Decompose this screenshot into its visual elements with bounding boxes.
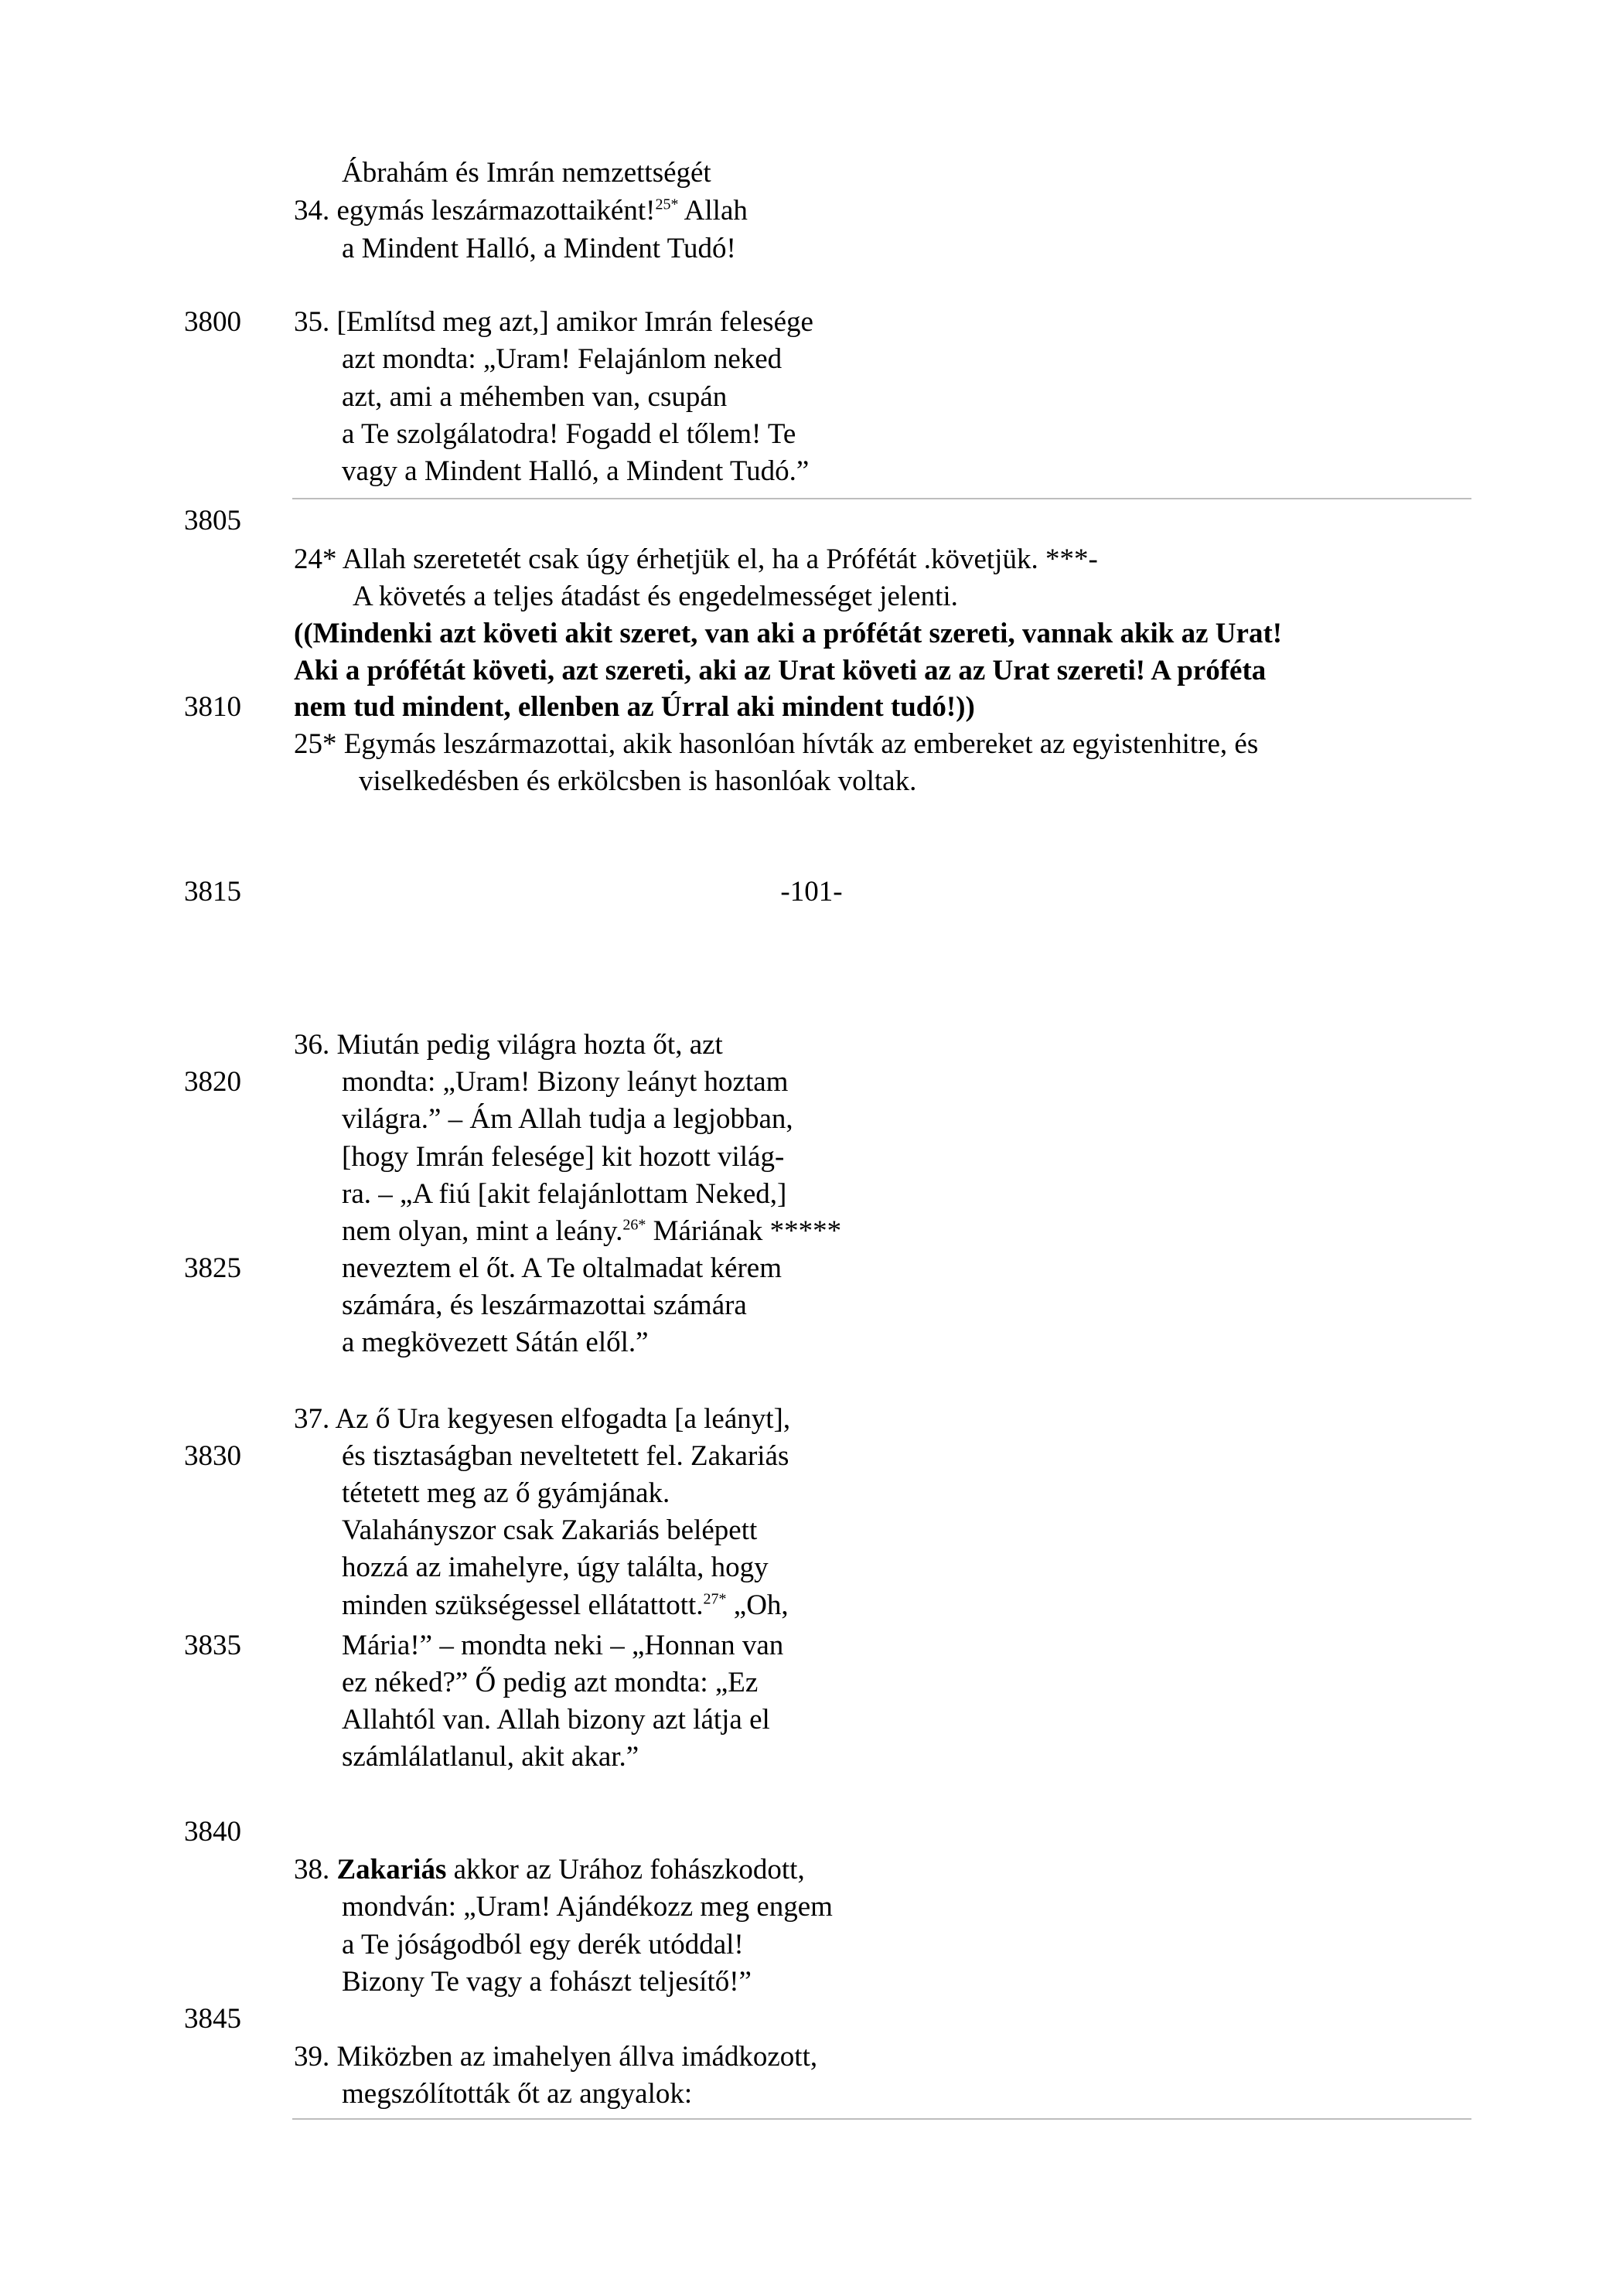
verse-line: mondván: „Uram! Ajándékozz meg engem (342, 1891, 833, 1923)
verse-line: [hogy Imrán felesége] kit hozott világ- (342, 1141, 785, 1173)
footnote-25: 25* Egymás leszármazottai, akik hasonlóan hívták az embereket az egyistenhitre, és (294, 728, 1259, 760)
verse-line: minden szükségessel ellátattott.$^{27*}$ „Oh, (342, 1589, 789, 1621)
footnote-bold-line: nem tud mindent, ellenben az Úrral aki mindent tudó!)) (294, 691, 975, 723)
footnote-ref: 27* (703, 1590, 727, 1608)
footnote-line: viselkedésben és erkölcsben is hasonlóak voltak. (359, 765, 917, 797)
verse-line: számlálatlanul, akit akar.” (342, 1741, 639, 1773)
verse-34-line: 34. egymás leszármazottaiként!$^{25*}$ Allah (294, 195, 748, 227)
line-number: 3830 (184, 1440, 241, 1472)
verse-line: Valahányszor csak Zakariás belépett (342, 1514, 758, 1546)
highlighted-name: Zakariás (336, 1854, 447, 1886)
verse-line: számára, és leszármazottai számára (342, 1289, 747, 1321)
footnote-bold-line: Aki a prófétát követi, azt szereti, aki az Urat követi az az Urat szereti! A próféta (294, 655, 1267, 686)
footnote-ref: 26* (622, 1216, 646, 1234)
verse-line: Bizony Te vagy a fohászt teljesítő!” (342, 1966, 752, 1998)
verse-line: a Te szolgálatodra! Fogadd el tőlem! Te (342, 418, 796, 450)
verse-line: hozzá az imahelyre, úgy találta, hogy (342, 1552, 769, 1583)
verse-line: Mária!” – mondta neki – „Honnan van (342, 1630, 784, 1661)
verse-line: a Te jóságodból egy derék utóddal! (342, 1929, 744, 1960)
line-number: 3805 (184, 505, 241, 537)
footnote-24: 24* Allah szeretetét csak úgy érhetjük el, ha a Prófétát .követjük. ***- (294, 543, 1098, 575)
verse-line: a Mindent Halló, a Mindent Tudó! (342, 233, 736, 264)
line-number: 3810 (184, 691, 241, 723)
verse-36-line: 36. Miután pedig világra hozta őt, azt (294, 1029, 723, 1061)
verse-line: ez néked?” Ő pedig azt mondta: „Ez (342, 1667, 759, 1698)
bottom-separator (292, 2118, 1471, 2120)
line-number: 3800 (184, 306, 241, 338)
verse-line: azt, ami a méhemben van, csupán (342, 381, 728, 413)
line-number: 3845 (184, 2003, 241, 2035)
verse-line: és tisztaságban neveltetett fel. Zakariás (342, 1440, 789, 1472)
verse-line: nem olyan, mint a leány.$^{26*}$ Máriának ***** (342, 1215, 842, 1247)
line-number: 3825 (184, 1252, 241, 1284)
verse-line: a megkövezett Sátán elől.” (342, 1327, 649, 1358)
footnote-line: A követés a teljes átadást és engedelmességet jelenti. (353, 581, 958, 612)
verse-line: Ábrahám és Imrán nemzettségét (342, 157, 711, 189)
verse-line: megszólították őt az angyalok: (342, 2078, 693, 2110)
verse-line: azt mondta: „Uram! Felajánlom neked (342, 343, 783, 375)
verse-38-line: 38. Zakariás akkor az Urához fohászkodott, (294, 1854, 805, 1886)
verse-line: mondta: „Uram! Bizony leányt hoztam (342, 1066, 789, 1098)
verse-line: világra.” – Ám Allah tudja a legjobban, (342, 1103, 793, 1135)
footnote-bold-line: ((Mindenki azt követi akit szeret, van aki a prófétát szereti, vannak akik az Urat! (294, 618, 1283, 649)
footnote-ref: 25* (655, 196, 679, 213)
footnote-separator (292, 498, 1471, 499)
verse-39-line: 39. Miközben az imahelyen állva imádkozott, (294, 2041, 818, 2073)
line-number: 3815 (184, 876, 241, 908)
verse-37-line: 37. Az ő Ura kegyesen elfogadta [a leányt], (294, 1403, 791, 1435)
verse-line: ra. – „A fiú [akit felajánlottam Neked,] (342, 1178, 787, 1210)
line-number: 3840 (184, 1816, 241, 1848)
line-number: 3835 (184, 1630, 241, 1661)
page-number: -101- (780, 876, 843, 908)
verse-line: neveztem el őt. A Te oltalmadat kérem (342, 1252, 783, 1284)
line-number: 3820 (184, 1066, 241, 1098)
verse-line: Allahtól van. Allah bizony azt látja el (342, 1704, 770, 1736)
verse-line: tétetett meg az ő gyámjának. (342, 1477, 670, 1509)
verse-35-line: 35. [Említsd meg azt,] amikor Imrán felesége (294, 306, 813, 338)
verse-line: vagy a Mindent Halló, a Mindent Tudó.” (342, 455, 810, 487)
